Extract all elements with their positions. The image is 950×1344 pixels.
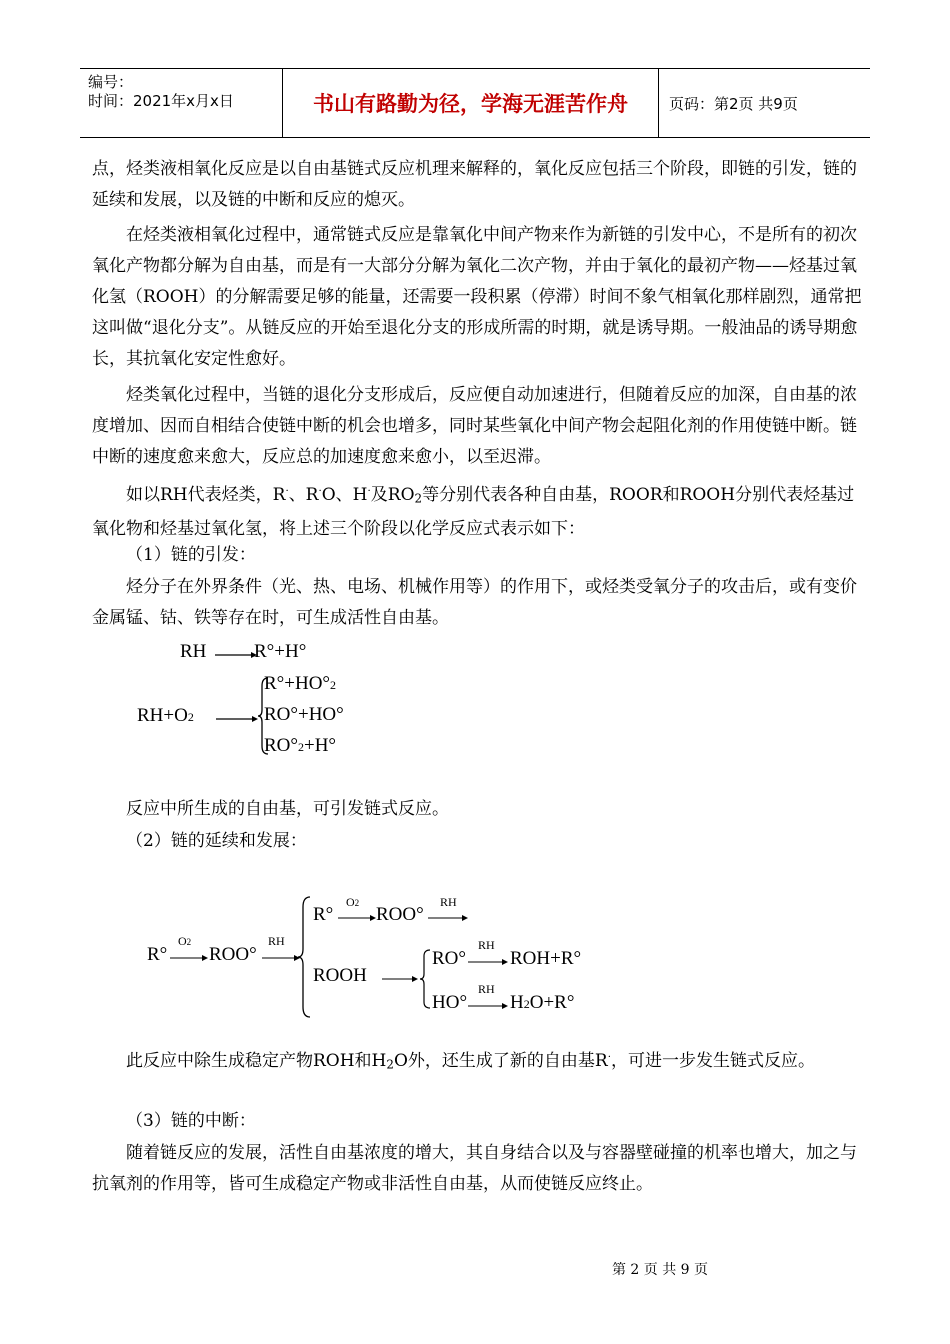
eq3-top-o2-label: O2 <box>346 895 360 909</box>
eq3-roo: ROO° <box>209 944 257 965</box>
eq3-ro: RO° <box>432 948 466 969</box>
header-time: 时间：2021年x月x日 <box>88 92 234 110</box>
eq3-top-arrow-1 <box>338 915 378 923</box>
eq3-brace <box>298 895 312 1020</box>
eq3-arrow-1 <box>170 955 210 963</box>
eq3-ho-products: H2O+R° <box>510 992 575 1013</box>
eq3-r: R° <box>147 944 168 965</box>
header-page-info: 页码：第2页 共9页 <box>669 94 798 113</box>
section-2-title: （2）链的延续和发展： <box>126 831 307 851</box>
document-header <box>80 68 870 138</box>
page-footer: 第 2 页 共 9 页 <box>611 1262 709 1278</box>
section-1-text: 烃分子在外界条件（光、热、电场、机械作用等）的作用下，或烃类受氧分子的攻击后，或有变价金属锰、钴、铁等存在时，可生成活性自由基。 <box>92 577 857 628</box>
section-2-after: 此反应中除生成稳定产物ROH和H2O外，还生成了新的自由基R·，可进一步发生链式反应。 <box>126 1051 815 1072</box>
section-1-title: （1）链的引发： <box>126 545 256 565</box>
paragraph-3: 烃类氧化过程中，当链的退化分支形成后，反应便自动加速进行，但随着反应的加深，自由基的浓度增加、因而自相结合使链中断的机会也增多，同时某些氧化中间产物会起阻化剂的作用使链中断。链中断的速度愈来愈大，反应总的加速度愈来愈小，以至迟滞。 <box>92 385 857 467</box>
eq2-left: RH+O2 <box>137 705 194 726</box>
eq3-top-arrow-2 <box>428 915 472 923</box>
section-3-title: （3）链的中断： <box>126 1111 256 1131</box>
eq3-top-rh-label: RH <box>440 895 457 909</box>
paragraph-2: 在烃类液相氧化过程中，通常链式反应是靠氧化中间产物来作为新链的引发中心，不是所有的初次氧化产物都分解为自由基，而是有一大部分分解为氧化二次产物，并由于氧化的最初产物——烃基过氧化氢（ROOH）的分解需要足够的能量，还需要一段积累（停滞）时间不象气相氧化那样剧烈，通常把这叫做“退化分支”。从链反应的开始至退化分支的形成所需的时期，就是诱导期。一般油品的诱导期愈长，其抗氧化安定性愈好。 <box>92 225 862 369</box>
eq2-arrow <box>216 716 260 724</box>
eq1-right: R°+H° <box>254 641 307 662</box>
eq3-top-roo: ROO° <box>376 904 424 925</box>
header-motto: 书山有路勤为径，学海无涯苦作舟 <box>283 69 659 137</box>
section-3-text: 随着链反应的发展，活性自由基浓度的增大，其自身结合以及与容器壁碰撞的机率也增大，加之与抗氧剂的作用等，皆可生成稳定产物或非活性自由基，从而使链反应终止。 <box>92 1143 857 1194</box>
eq3-arrow-2 <box>262 955 302 963</box>
eq3-rooh: ROOH <box>313 965 367 986</box>
paragraph-1: 点，烃类液相氧化反应是以自由基链式反应机理来解释的，氧化反应包括三个阶段，即链的引发，链的延续和发展，以及链的中断和反应的熄灭。 <box>92 159 857 210</box>
eq3-ro-products: ROH+R° <box>510 948 582 969</box>
eq3-sub-brace <box>420 948 432 1010</box>
eq3-o2-label: O2 <box>178 934 192 948</box>
header-meta <box>80 69 283 137</box>
eq3-rh-label: RH <box>268 934 285 948</box>
eq3-ro-arrow <box>468 959 512 967</box>
paragraph-4: 如以RH代表烃类，R·、R·O、H·及RO2等分别代表各种自由基，ROOR和ROOH分别代表烃基过氧化物和烃基过氧化氢，将上述三个阶段以化学反应式表示如下： <box>92 485 855 540</box>
eq3-ro-rh-label: RH <box>478 938 495 952</box>
eq3-ho: HO° <box>432 992 468 1013</box>
eq2-product-3: RO°2+H° <box>264 735 337 756</box>
eq2-product-1: R°+HO°2 <box>264 673 337 694</box>
eq3-rooh-arrow <box>382 976 422 984</box>
header-number: 编号： <box>88 73 134 91</box>
eq2-product-2: RO°+HO° <box>264 704 344 725</box>
eq3-ho-rh-label: RH <box>478 982 495 996</box>
eq1-arrow <box>215 652 255 660</box>
eq1-left: RH <box>180 641 207 662</box>
section-1-after: 反应中所生成的自由基，可引发链式反应。 <box>126 799 449 819</box>
eq3-top-r: R° <box>313 904 334 925</box>
eq3-ho-arrow <box>468 1003 512 1011</box>
